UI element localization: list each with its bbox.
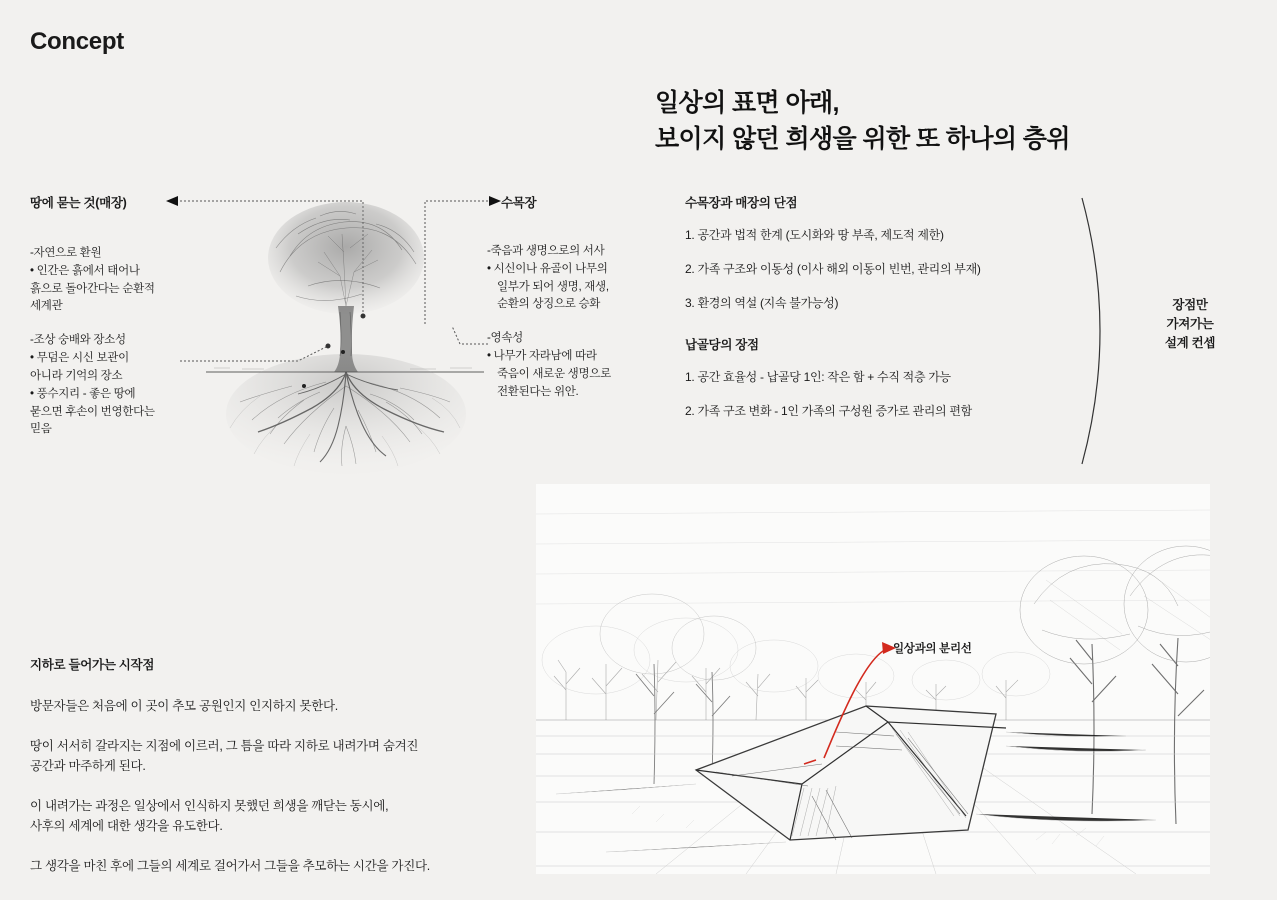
entry-p2-l2: 공간과 마주하게 된다. (30, 758, 146, 773)
entry-paragraph-4: 그 생각을 마친 후에 그들의 세계로 걸어가서 그들을 추모하는 시간을 가진다. (30, 858, 430, 873)
burial-column (30, 193, 210, 455)
burial-b2-l1: -조상 숭배와 장소성 (30, 334, 126, 347)
merit-note-line-1: 장점만 (1172, 298, 1208, 312)
tree-burial-block-2 (487, 330, 667, 401)
burial-heading: 땅에 묻는 것(매장) (30, 196, 127, 210)
tree-burial-block-1 (487, 243, 667, 314)
burial-block-1 (30, 245, 210, 316)
merits-heading: 납골당의 장점 (685, 338, 759, 353)
tree-b2-l1: -영속성 (487, 332, 523, 345)
demerits-heading: 수목장과 매장의 단점 (685, 196, 798, 210)
burial-b1-l1: -자연으로 환원 (30, 247, 102, 259)
burial-b2-l2: • 무덤은 시신 보관이 (30, 352, 129, 365)
burial-b2-l5: 묻으면 후손이 번영한다는 (30, 405, 155, 418)
comparison-column (685, 193, 1085, 437)
tree-b1-l1: -죽음과 생명으로의 서사 (487, 245, 605, 257)
demerit-item-1: 1. 공간과 법적 한계 (도시화와 땅 부족, 제도적 제한) (685, 228, 944, 242)
separation-line-label: 일상과의 분리선 (893, 643, 972, 655)
merit-note-line-3: 설계 컨셉 (1164, 335, 1216, 350)
headline-line-2: 보이지 않던 희생을 위한 또 하나의 층위 (655, 124, 1070, 153)
entry-heading: 지하로 들어가는 시작점 (30, 658, 155, 672)
tree-illustration (200, 186, 490, 476)
entry-section (30, 655, 520, 897)
demerit-item-2: 2. 가족 구조와 이동성 (이사 해외 이동이 빈번, 관리의 부재) (685, 261, 981, 276)
merit-item-2: 2. 가족 구조 변화 - 1인 가족의 구성원 증가로 관리의 편함 (685, 404, 972, 419)
burial-b2-l3: 아니라 기억의 장소 (30, 369, 123, 382)
tree-burial-column (487, 193, 667, 418)
main-headline (655, 86, 1070, 157)
brace-icon (1080, 196, 1120, 466)
tree-b1-l3: 일부가 되어 생명, 재생, (497, 280, 609, 293)
tree-b2-l4: 전환된다는 위안. (497, 385, 579, 398)
headline-line-1: 일상의 표면 아래, (655, 89, 839, 117)
arrow-left-icon (166, 196, 180, 206)
merit-note-line-2: 가져가는 (1166, 316, 1214, 331)
merit-note (1130, 296, 1250, 352)
burial-b1-l3: 흙으로 돌아간다는 순환적 (30, 282, 155, 295)
burial-b2-l6: 믿음 (30, 423, 52, 436)
entry-p3-l2: 사후의 세계에 대한 생각을 유도한다. (30, 818, 223, 833)
entry-p3-l1: 이 내려가는 과정은 일상에서 인식하지 못했던 희생을 깨닫는 동시에, (30, 799, 389, 814)
page-title: Concept (30, 28, 124, 55)
tree-diagram-svg (200, 186, 490, 476)
entry-paragraph-1: 방문자들은 처음에 이 곳이 추모 공원인지 인지하지 못한다. (30, 699, 338, 713)
tree-b1-l2: • 시신이나 유골이 나무의 (487, 262, 608, 275)
entry-paragraph-3 (30, 797, 520, 836)
perspective-sketch-svg (536, 484, 1210, 874)
tree-burial-heading: 수목장 (501, 196, 537, 210)
burial-b1-l4: 세계관 (30, 300, 63, 313)
merit-item-1: 1. 공간 효율성 - 납골당 1인: 작은 함 + 수직 적층 가능 (685, 370, 951, 385)
entry-p2-l1: 땅이 서서히 갈라지는 지점에 이르러, 그 틈을 따라 지하로 내려가며 숨겨진 (30, 739, 419, 754)
tree-b1-l4: 순환의 상징으로 승화 (497, 298, 601, 311)
burial-b1-l2: • 인간은 흙에서 태어나 (30, 264, 140, 277)
demerit-item-3: 3. 환경의 역설 (지속 불가능성) (685, 295, 839, 310)
tree-b2-l2: • 나무가 자라남에 따라 (487, 350, 597, 363)
entry-paragraph-2 (30, 737, 520, 776)
burial-block-2 (30, 332, 210, 439)
tree-b2-l3: 죽음이 새로운 생명으로 (497, 367, 611, 380)
perspective-sketch (536, 484, 1210, 874)
burial-b2-l4: • 풍수지리 - 좋은 땅에 (30, 387, 136, 400)
